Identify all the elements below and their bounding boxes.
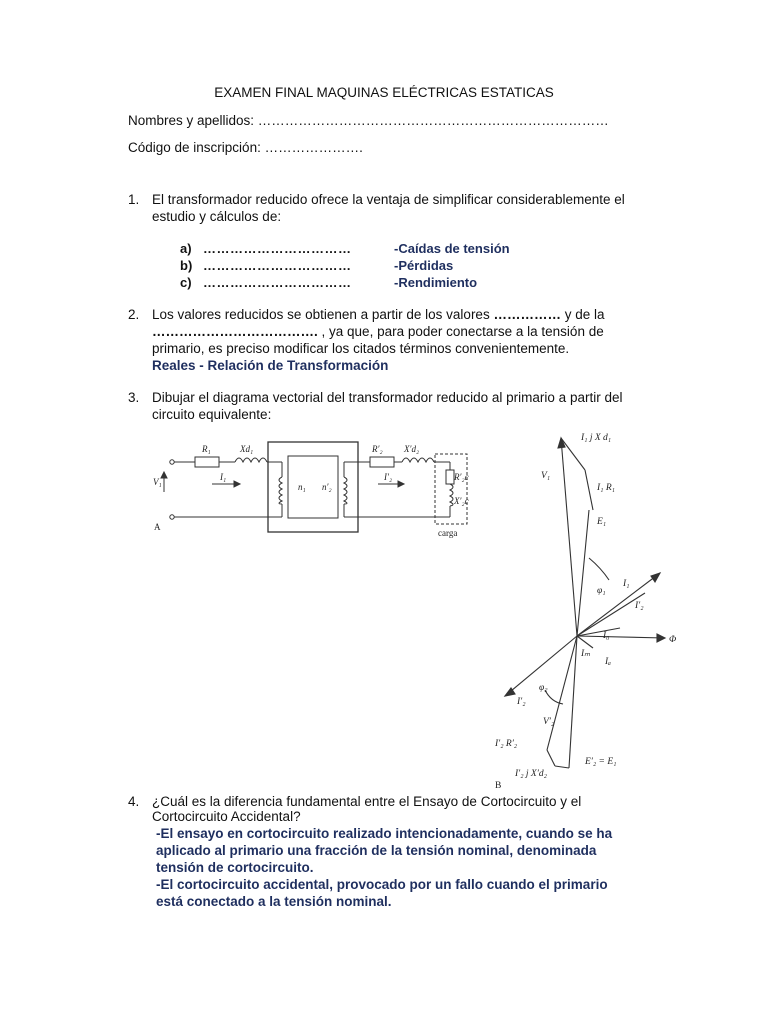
name-field-label: Nombres y apellidos: …………………………………………………………………… bbox=[128, 113, 609, 128]
label-i2-lower: I′₂ bbox=[517, 697, 526, 707]
q3-line2: circuito equivalente: bbox=[152, 407, 272, 422]
q1-number: 1. bbox=[128, 192, 140, 207]
equivalent-circuit-diagram bbox=[150, 432, 480, 547]
page-title: EXAMEN FINAL MAQUINAS ELÉCTRICAS ESTATICAS bbox=[214, 85, 554, 100]
label-i1-phasor: I₁ bbox=[623, 579, 630, 589]
label-r1: R₁ bbox=[202, 444, 211, 454]
label-i2jxd2: I′₂ j X′d₂ bbox=[515, 769, 547, 779]
label-v1: V₁ bbox=[541, 471, 551, 481]
label-carga: carga bbox=[438, 528, 458, 538]
q1-text-line2: estudio y cálculos de: bbox=[152, 209, 282, 224]
q4-line2: Cortocircuito Accidental? bbox=[152, 809, 301, 824]
q2-line1-text-b: y de la bbox=[564, 307, 605, 322]
label-i0: I₀ bbox=[603, 631, 610, 641]
label-phi1: φ₁ bbox=[597, 586, 606, 596]
q2-line2-blank: ………………………………. bbox=[152, 324, 318, 339]
q3-number: 3. bbox=[128, 390, 140, 405]
code-field-label: Código de inscripción: …………………. bbox=[128, 140, 363, 155]
q2-number: 2. bbox=[128, 307, 140, 322]
q4-answer-line: está conectado a la tensión nominal. bbox=[156, 894, 392, 909]
q1-option-letter: a) bbox=[180, 241, 192, 256]
q4-answer-line: tensión de cortocircuito. bbox=[156, 860, 314, 875]
label-n1: n₁ bbox=[298, 482, 306, 492]
q4-answer-line: aplicado al primario una fracción de la tensión nominal, denominada bbox=[156, 843, 597, 858]
label-i2r2: I′₂ R′₂ bbox=[495, 739, 518, 749]
q1-option-answer: -Caídas de tensión bbox=[394, 241, 510, 256]
label-x2c: X′₂c bbox=[454, 496, 469, 506]
q4-answer-line: -El cortocircuito accidental, provocado por un fallo cuando el primario bbox=[156, 877, 608, 892]
q2-line1-blank: …………… bbox=[493, 307, 561, 322]
label-e2e1: E′₂ = E₁ bbox=[585, 757, 617, 767]
label-r2c: R′₂c bbox=[454, 472, 469, 482]
q1-option-blank: …………………………… bbox=[203, 275, 352, 290]
label-im: Iₘ bbox=[581, 649, 591, 659]
q1-option-answer: -Rendimiento bbox=[394, 275, 478, 290]
label-a: A bbox=[154, 522, 161, 532]
label-n2: n′₂ bbox=[322, 482, 332, 492]
q1-option-answer: -Pérdidas bbox=[394, 258, 454, 273]
label-i2p: I′₂ bbox=[635, 601, 644, 611]
label-xd1: Xd₁ bbox=[240, 444, 254, 454]
label-i2: I′₂ bbox=[384, 472, 393, 482]
label-i1r1: I₁ R₁ bbox=[597, 483, 615, 493]
label-r2: R′₂ bbox=[372, 444, 383, 454]
q3-line1: Dibujar el diagrama vectorial del transformador reducido al primario a partir del bbox=[152, 390, 623, 405]
q2-line1 bbox=[152, 307, 605, 322]
q2-line2-text: , ya que, para poder conectarse a la tensión de bbox=[321, 324, 604, 339]
q2-line3: primario, es preciso modificar los citados términos convenientemente. bbox=[152, 341, 570, 356]
q4-number: 4. bbox=[128, 794, 140, 809]
q1-text-line1: El transformador reducido ofrece la ventaja de simplificar considerablemente el bbox=[152, 192, 625, 207]
q2-line2 bbox=[152, 324, 604, 339]
label-e1: E₁ bbox=[597, 517, 607, 527]
q4-answer-line: -El ensayo en cortocircuito realizado intencionadamente, cuando se ha bbox=[156, 826, 613, 841]
label-phi2: φ₂ bbox=[539, 683, 548, 693]
label-i1xd1: I₁ j X d₁ bbox=[581, 433, 612, 443]
q1-option-letter: c) bbox=[180, 275, 192, 290]
label-ia: Iₐ bbox=[605, 657, 611, 667]
q1-option-blank: …………………………… bbox=[203, 241, 352, 256]
phasor-diagram bbox=[485, 428, 705, 790]
label-i1: I₁ bbox=[220, 472, 227, 482]
label-xd2: X′d₂ bbox=[404, 444, 420, 454]
label-v2: V′₂ bbox=[543, 717, 555, 727]
label-v1: V₁ bbox=[153, 477, 162, 487]
q1-option-blank: …………………………… bbox=[203, 258, 352, 273]
q4-line1: ¿Cuál es la diferencia fundamental entre el Ensayo de Cortocircuito y el bbox=[152, 794, 582, 809]
q2-line1-text-a: Los valores reducidos se obtienen a partir de los valores bbox=[152, 307, 490, 322]
label-phi-flux: Φ bbox=[669, 635, 677, 645]
q1-option-letter: b) bbox=[180, 258, 193, 273]
label-b: B bbox=[495, 781, 502, 790]
q2-answer: Reales - Relación de Transformación bbox=[152, 358, 389, 373]
